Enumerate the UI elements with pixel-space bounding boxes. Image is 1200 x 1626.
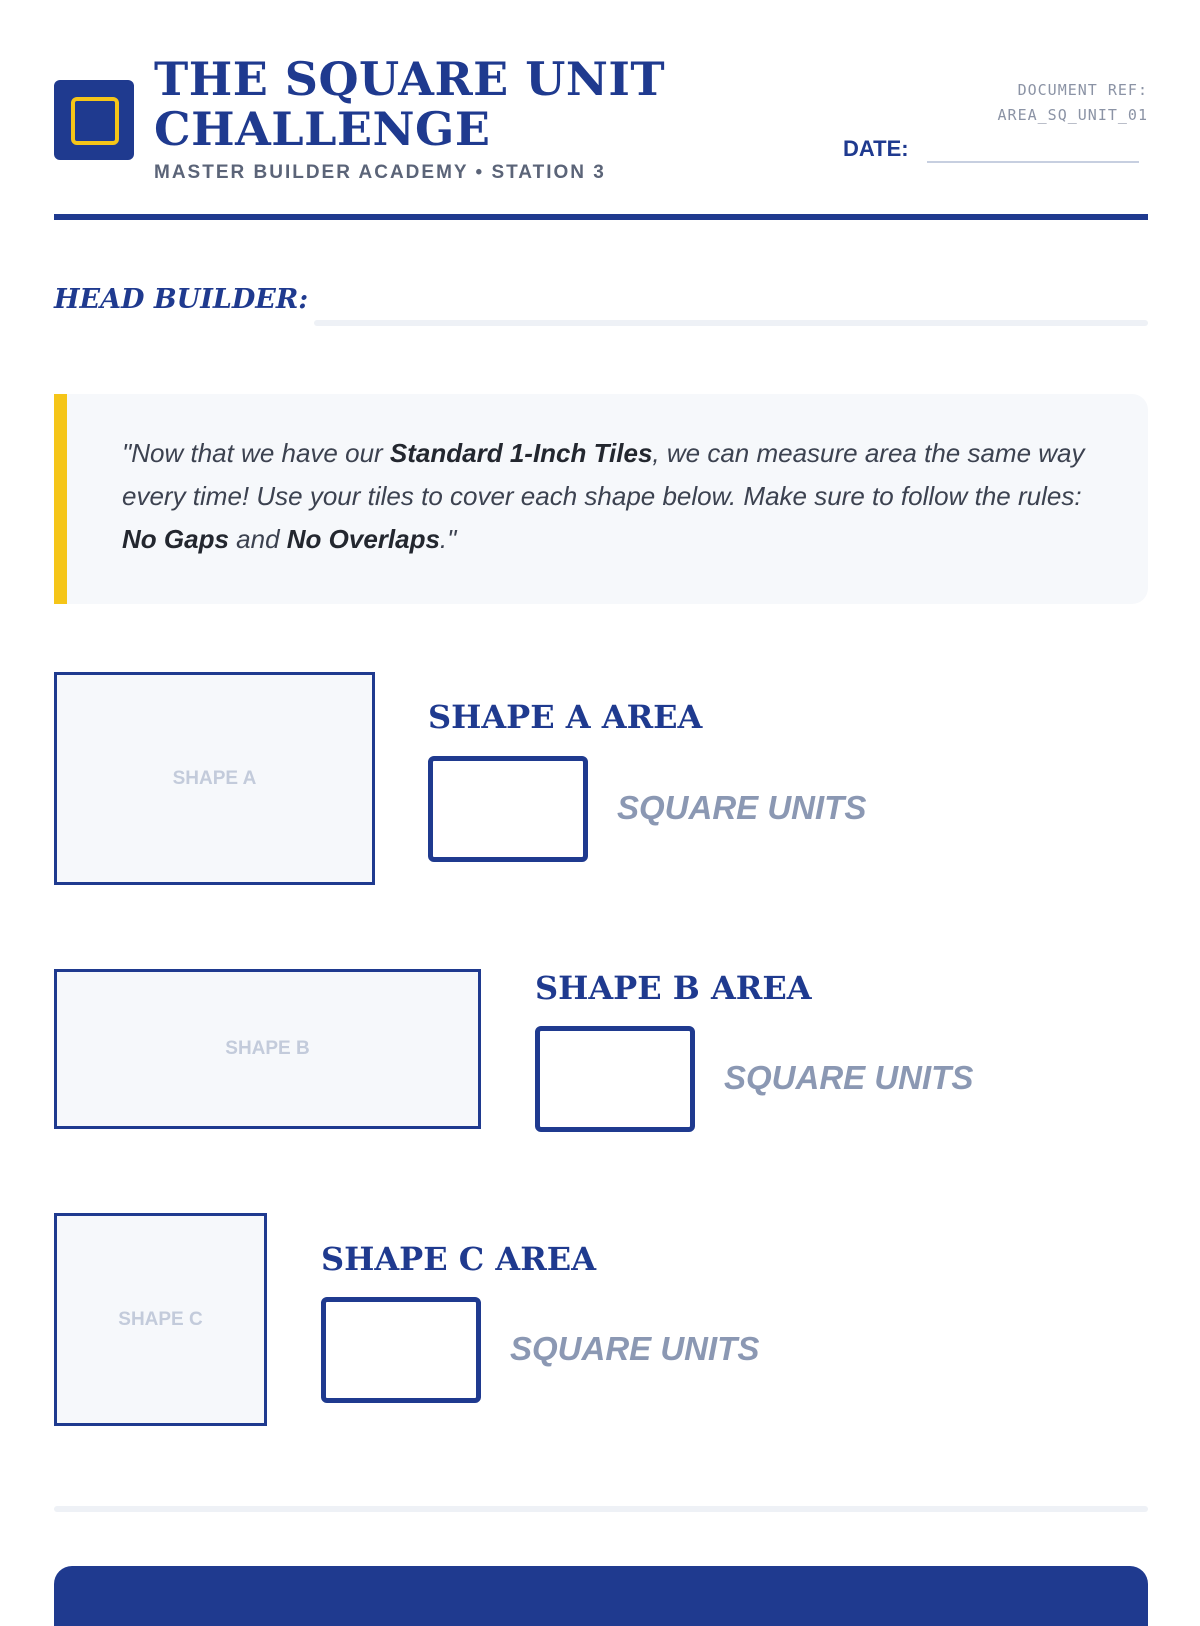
square-tile-icon xyxy=(54,80,134,160)
shape-b-label: SHAPE B xyxy=(225,1038,310,1059)
instructions-text xyxy=(122,432,1112,561)
shape-a-units: SQUARE UNITS xyxy=(617,789,867,826)
shape-a-label: SHAPE A xyxy=(172,767,257,789)
shape-c-units: SQUARE UNITS xyxy=(510,1330,760,1367)
shape-c-label: SHAPE C xyxy=(118,1308,203,1330)
bottom-divider xyxy=(54,1506,1148,1512)
logo-inner-square xyxy=(71,97,119,145)
page-title: THE SQUARE UNIT CHALLENGE xyxy=(154,52,666,156)
instructions-part-2: , we can measure area the same way every time! Use your tiles to cover each shape below. Make sure to follow the rules: xyxy=(122,438,1085,511)
page-subtitle: MASTER BUILDER ACADEMY • STATION 3 xyxy=(154,162,606,183)
shape-b-units: SQUARE UNITS xyxy=(724,1059,974,1096)
date-field[interactable] xyxy=(927,161,1139,163)
document-ref-label: DOCUMENT REF: xyxy=(1017,81,1148,99)
head-builder-label: HEAD BUILDER: xyxy=(54,284,309,315)
document-ref xyxy=(998,78,1148,128)
shape-c xyxy=(54,1213,267,1426)
shape-a-area-title: SHAPE A AREA xyxy=(428,698,703,736)
shape-b-area-title: SHAPE B AREA xyxy=(535,969,812,1007)
instructions-part-1: "Now that we have our xyxy=(122,438,390,468)
instructions-bold-no-overlaps: No Overlaps xyxy=(286,524,440,554)
header-divider xyxy=(54,214,1148,220)
footer-bar xyxy=(54,1566,1148,1626)
document-ref-value: AREA_SQ_UNIT_01 xyxy=(997,106,1148,124)
shape-a-answer-box[interactable] xyxy=(428,756,588,862)
instructions-bold-tiles: Standard 1-Inch Tiles xyxy=(389,438,653,468)
date-label: DATE: xyxy=(843,136,909,161)
instructions-bold-no-gaps: No Gaps xyxy=(122,524,229,554)
instructions-box xyxy=(54,394,1148,604)
instructions-part-3: and xyxy=(228,524,287,554)
head-builder-field[interactable] xyxy=(314,320,1148,326)
shape-b-answer-box[interactable] xyxy=(535,1026,695,1132)
shape-c-area-title: SHAPE C AREA xyxy=(321,1240,597,1278)
shape-c-answer-box[interactable] xyxy=(321,1297,481,1403)
instructions-part-4: ." xyxy=(439,524,457,554)
shape-a xyxy=(54,672,375,885)
shape-b xyxy=(54,969,481,1129)
